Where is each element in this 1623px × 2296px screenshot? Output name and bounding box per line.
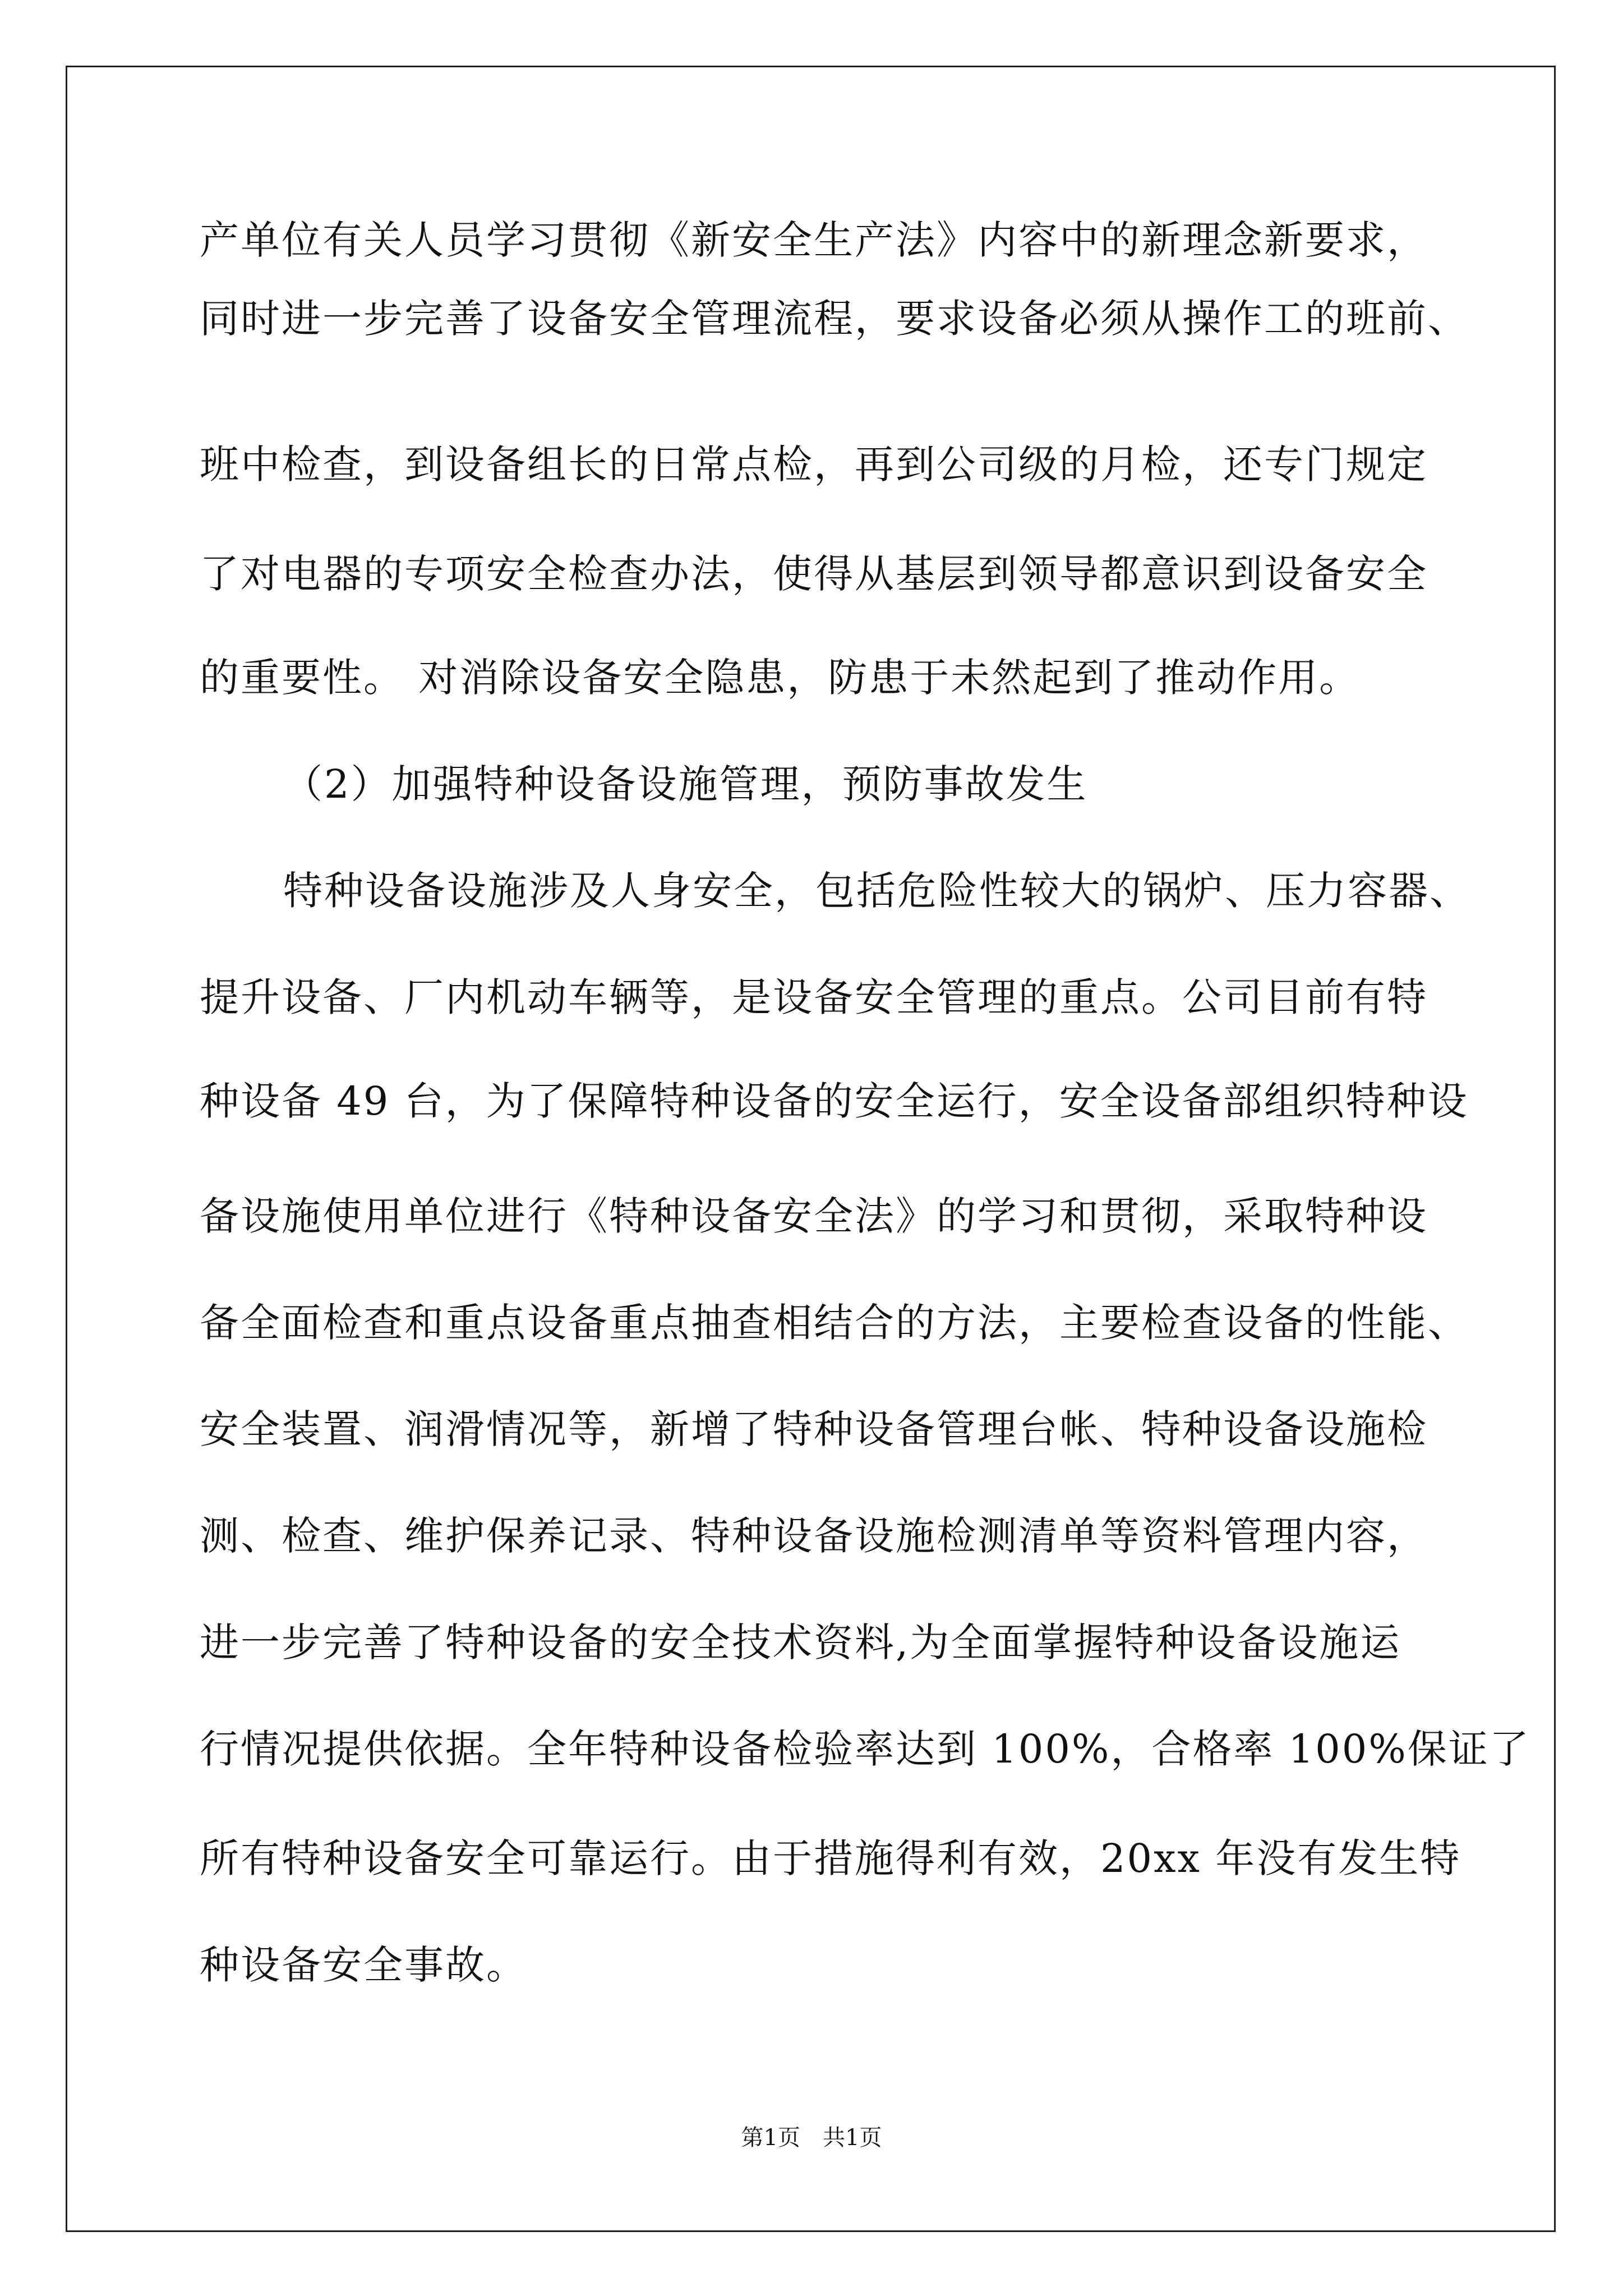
text-line-9: 种设备 49 台，为了保障特种设备的安全运行，安全设备部组织特种设 <box>200 1078 1469 1124</box>
page-number: 第1页 <box>741 2125 800 2151</box>
text-line-12: 安全装置、润滑情况等，新增了特种设备管理台帐、特种设备设施检 <box>200 1406 1428 1452</box>
text-line-7: 特种设备设施涉及人身安全，包括危险性较大的锅炉、压力容器、 <box>283 868 1470 914</box>
section-heading: （2）加强特种设备设施管理，预防事故发生 <box>283 761 1088 807</box>
text-line-4: 了对电器的专项安全检查办法，使得从基层到领导都意识到设备安全 <box>200 551 1428 597</box>
text-line-8: 提升设备、厂内机动车辆等，是设备安全管理的重点。公司目前有特 <box>200 974 1428 1020</box>
text-line-13: 测、检查、维护保养记录、特种设备设施检测清单等资料管理内容， <box>200 1513 1428 1559</box>
text-line-15: 行情况提供依据。全年特种设备检验率达到 100%，合格率 100%保证了 <box>200 1726 1530 1772</box>
text-line-14: 进一步完善了特种设备的安全技术资料,为全面掌握特种设备设施运 <box>200 1619 1401 1665</box>
page-footer <box>0 2123 1623 2152</box>
text-line-10: 备设施使用单位进行《特种设备安全法》的学习和贯彻，采取特种设 <box>200 1193 1428 1239</box>
text-line-17: 种设备安全事故。 <box>200 1942 527 1988</box>
text-line-3: 班中检查，到设备组长的日常点检，再到公司级的月检，还专门规定 <box>200 441 1428 487</box>
text-line-11: 备全面检查和重点设备重点抽查相结合的方法，主要检查设备的性能、 <box>200 1300 1469 1346</box>
text-line-1: 产单位有关人员学习贯彻《新安全生产法》内容中的新理念新要求， <box>200 217 1428 263</box>
page-border <box>66 66 1556 2232</box>
page-total: 共1页 <box>823 2125 882 2151</box>
text-line-2: 同时进一步完善了设备安全管理流程，要求设备必须从操作工的班前、 <box>200 296 1469 342</box>
text-line-5: 的重要性。 对消除设备安全隐患，防患于未然起到了推动作用。 <box>200 655 1361 701</box>
text-line-16: 所有特种设备安全可靠运行。由于措施得利有效，20xx 年没有发生特 <box>200 1835 1461 1881</box>
